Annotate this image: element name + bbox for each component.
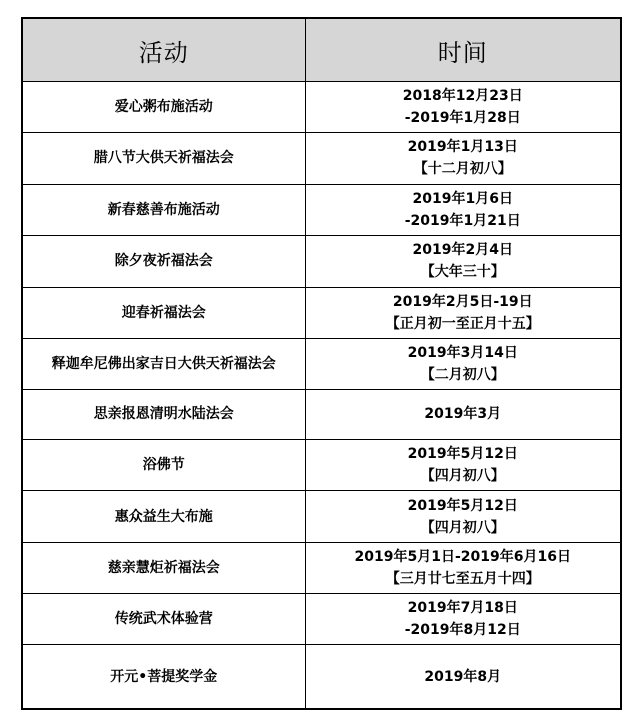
table-row — [22, 491, 621, 543]
time-cell — [305, 543, 621, 594]
activity-cell: 传统武术体验营 — [22, 594, 305, 645]
time-cell — [305, 645, 621, 709]
table-body — [22, 82, 621, 710]
column-header-activity: 活动 — [22, 18, 305, 82]
table-row — [22, 389, 621, 440]
activity-cell: 除夕夜祈福法会 — [22, 235, 305, 287]
time-cell — [305, 235, 621, 287]
time-line: 【二月初八】 — [420, 366, 505, 383]
time-cell — [305, 338, 621, 389]
table-header-row — [22, 18, 621, 82]
activity-cell: 迎春祈福法会 — [22, 287, 305, 338]
table-row — [22, 235, 621, 287]
time-cell — [305, 594, 621, 645]
time-line: 2019年2月4日 — [412, 242, 513, 259]
activity-cell: 爱心粥布施活动 — [22, 82, 305, 133]
time-cell — [305, 389, 621, 440]
time-line: 2019年8月 — [424, 668, 502, 685]
time-line: 2019年3月 — [424, 406, 502, 423]
time-line: 2019年1月6日 — [412, 190, 513, 207]
time-line: 2019年5月12日 — [407, 497, 518, 514]
time-line: 2019年2月5日-19日 — [392, 293, 533, 310]
time-line: 2019年7月18日 — [407, 600, 518, 617]
activity-cell: 腊八节大供天祈福法会 — [22, 132, 305, 184]
time-cell — [305, 440, 621, 491]
time-cell — [305, 184, 621, 235]
time-line: -2019年1月21日 — [404, 212, 521, 229]
table-row — [22, 184, 621, 235]
activity-cell: 新春慈善布施活动 — [22, 184, 305, 235]
time-line: 【正月初一至正月十五】 — [385, 315, 540, 332]
time-line: 2019年3月14日 — [407, 344, 518, 361]
time-line: 【大年三十】 — [420, 264, 505, 281]
time-line: 2019年5月1日-2019年6月16日 — [354, 549, 571, 566]
time-line: -2019年8月12日 — [404, 622, 521, 639]
time-cell — [305, 132, 621, 184]
time-cell — [305, 82, 621, 133]
activity-cell: 浴佛节 — [22, 440, 305, 491]
time-cell — [305, 287, 621, 338]
activity-cell: 思亲报恩清明水陆法会 — [22, 389, 305, 440]
time-line: -2019年1月28日 — [404, 109, 521, 126]
time-line: 2019年5月12日 — [407, 446, 518, 463]
activity-cell: 惠众益生大布施 — [22, 491, 305, 543]
column-header-time: 时间 — [305, 18, 621, 82]
table-row — [22, 338, 621, 389]
time-cell — [305, 491, 621, 543]
activity-cell: 慈亲慧炬祈福法会 — [22, 543, 305, 594]
time-line: 2019年1月13日 — [407, 139, 518, 156]
table-row — [22, 645, 621, 709]
time-line: 2018年12月23日 — [402, 87, 523, 104]
activity-schedule-table — [21, 17, 622, 710]
table-row — [22, 440, 621, 491]
table-row — [22, 132, 621, 184]
time-line: 【四月初八】 — [420, 468, 505, 485]
table-row — [22, 287, 621, 338]
table-row — [22, 543, 621, 594]
activity-cell: 开元•菩提奖学金 — [22, 645, 305, 709]
table-row — [22, 82, 621, 133]
activity-cell: 释迦牟尼佛出家吉日大供天祈福法会 — [22, 338, 305, 389]
table-row — [22, 594, 621, 645]
time-line: 【四月初八】 — [420, 519, 505, 536]
time-line: 【十二月初八】 — [413, 161, 512, 178]
time-line: 【三月廿七至五月十四】 — [385, 571, 540, 588]
